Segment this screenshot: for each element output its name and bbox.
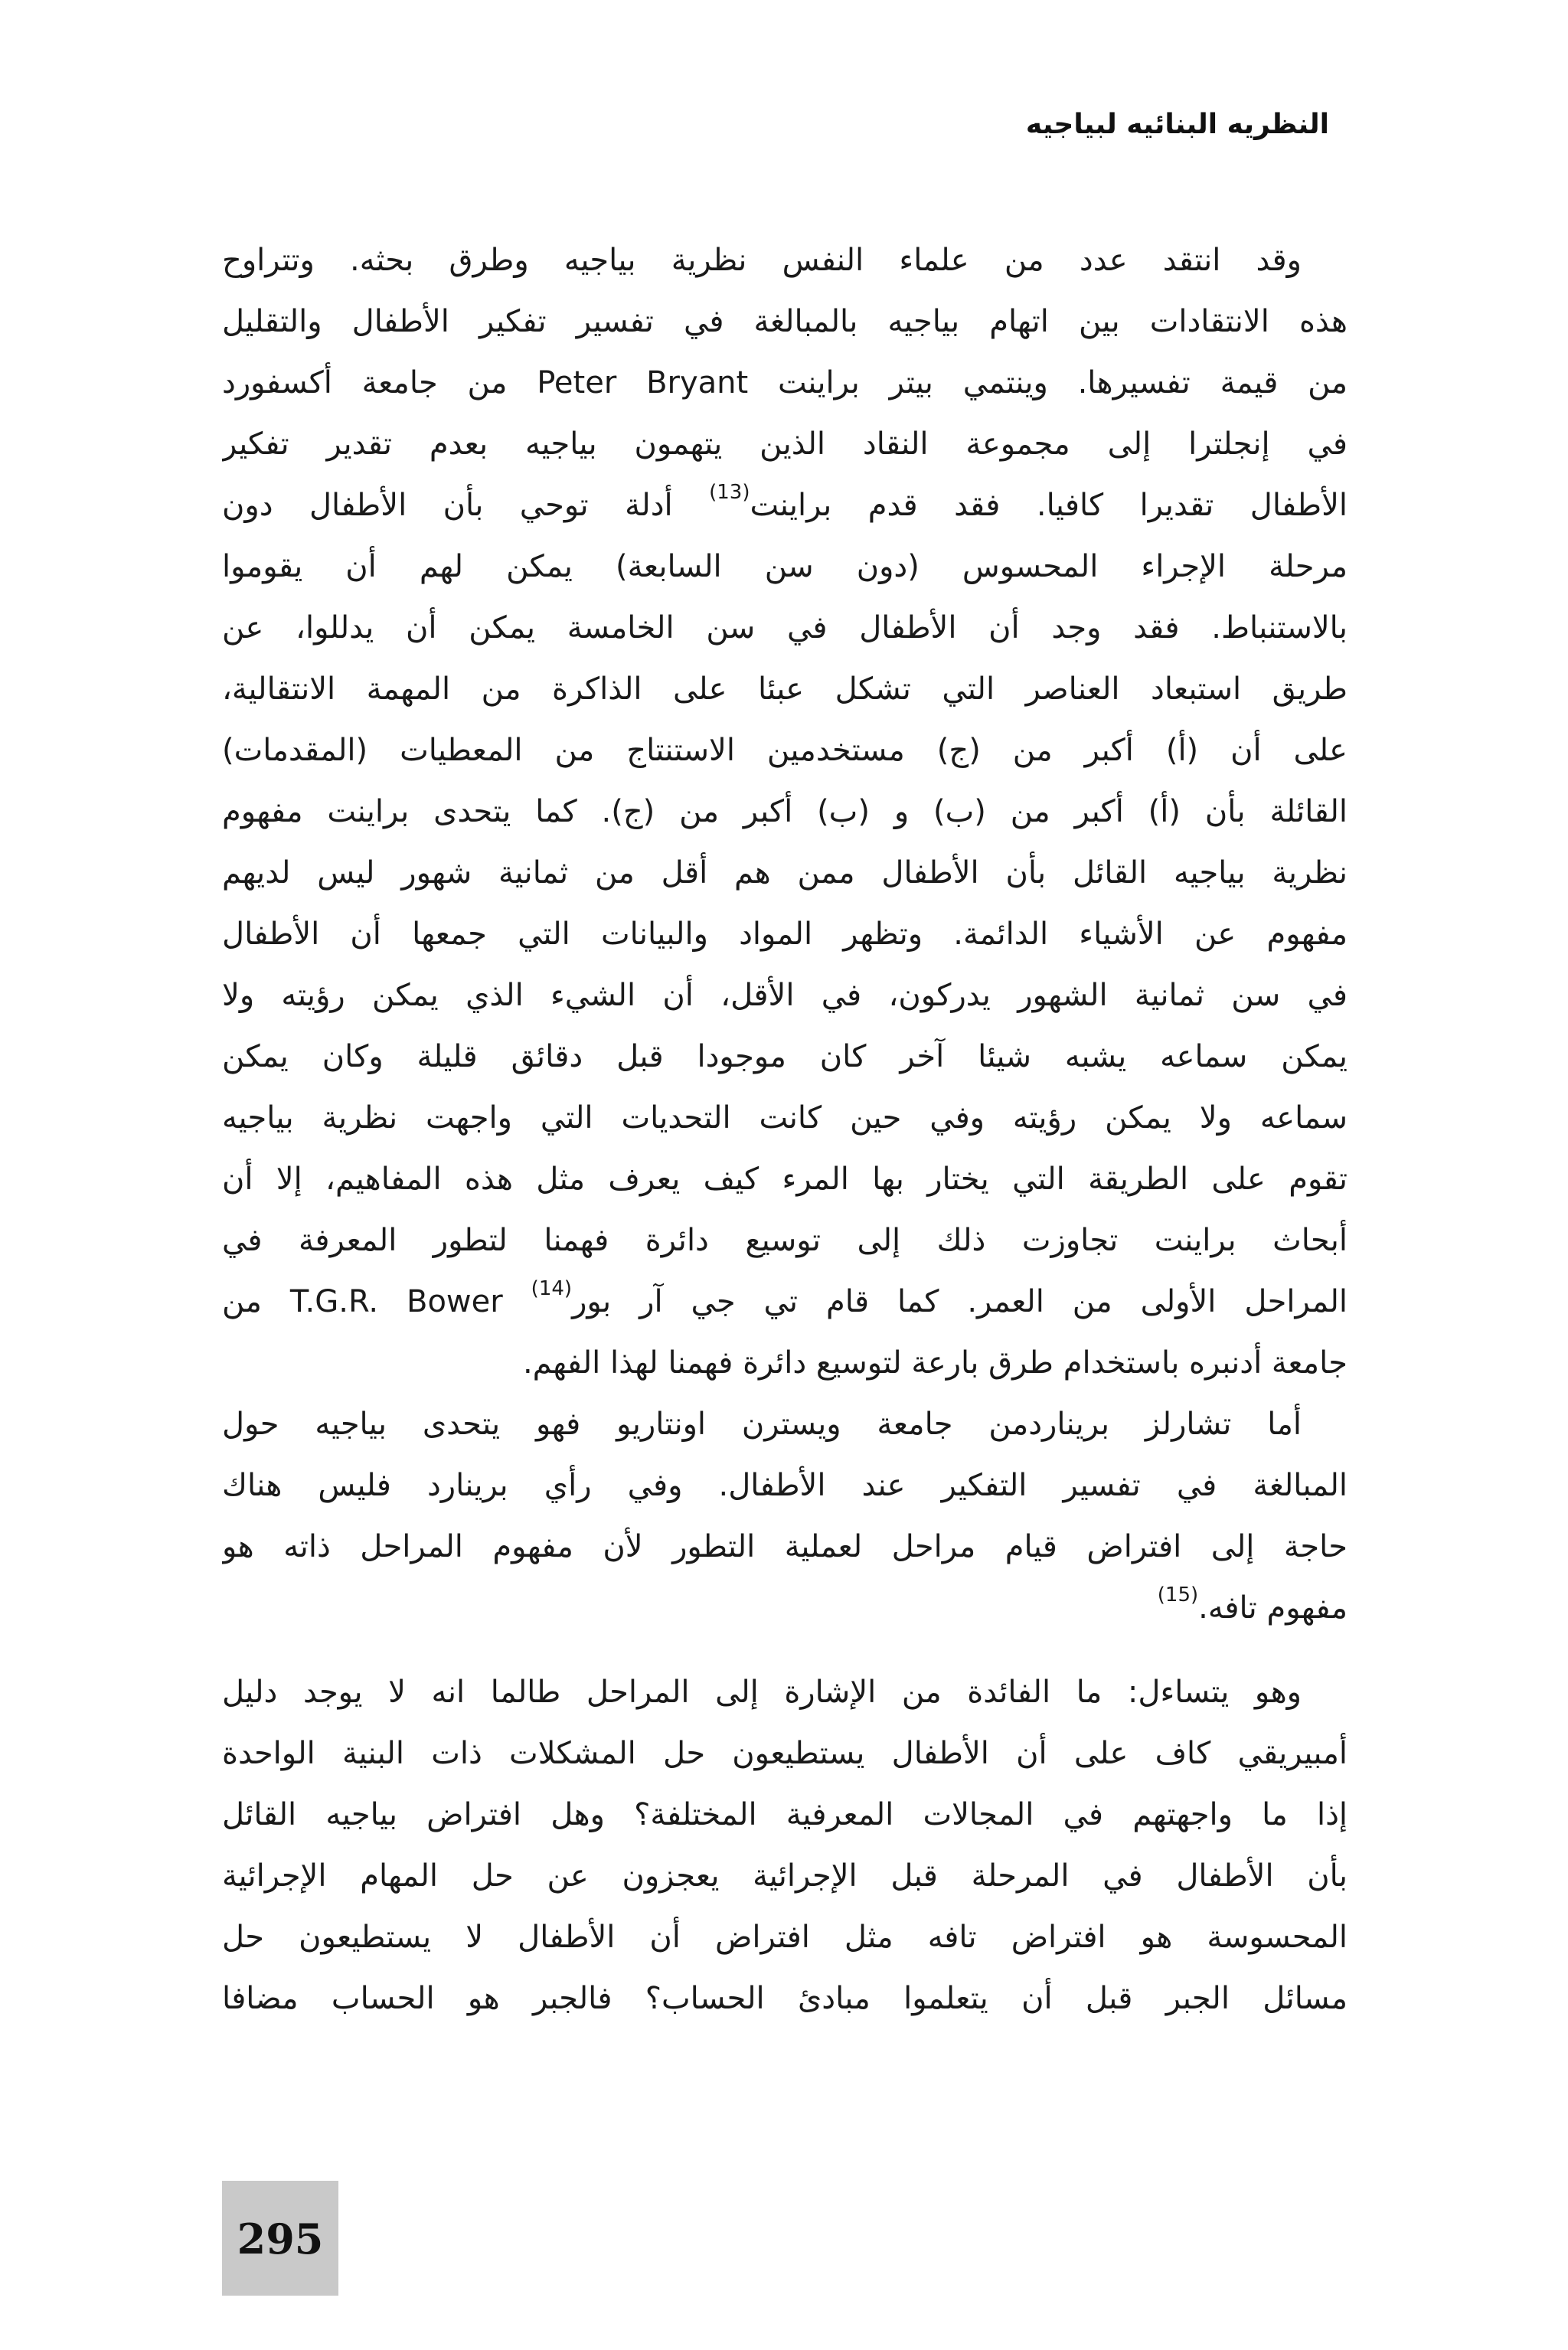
footnote-ref-15: (15) xyxy=(1157,1584,1199,1606)
text-line: تقوم على الطريقة التي يختار بها المرء كيف يعرف مثل هذه المفاهيم، إلا أن xyxy=(222,1162,1348,1197)
footnote-ref-13: (13) xyxy=(709,481,750,504)
text-line: يمكن سماعه يشبه شيئا آخر كان موجودا قبل دقائق قليلة وكان يمكن xyxy=(222,1039,1348,1074)
text-line: أما تشارلز بريناردمن جامعة ويسترن اونتاريو فهو يتحدى بياجيه حول xyxy=(222,1407,1302,1442)
text-line: نظرية بياجيه القائل بأن الأطفال ممن هم أقل من ثمانية شهور ليس لديهم xyxy=(222,855,1348,891)
running-head-title: النظريه البنائيه لبياجيه xyxy=(1025,109,1329,140)
text-line: حاجة إلى افتراض قيام مراحل لعملية التطور لأن مفهوم المراحل ذاته هو xyxy=(222,1529,1348,1564)
text-line xyxy=(222,475,1348,536)
text-line: في سن ثمانية الشهور يدركون، في الأقل، أن الشيء الذي يمكن رؤيته ولا xyxy=(222,978,1348,1013)
text-segment: الأطفال تقديرا كافيا. فقد قدم براينت xyxy=(750,488,1348,523)
footnote-ref-14: (14) xyxy=(531,1277,573,1300)
text-line: بالاستنباط. فقد وجد أن الأطفال في سن الخامسة يمكن أن يدللوا، عن xyxy=(222,610,1348,646)
text-line: في إنجلترا إلى مجموعة النقاد الذين يتهمون بياجيه بعدم تقدير تفكير xyxy=(222,427,1348,462)
text-line: على أن (أ) أكبر من (ج) مستخدمين الاستنتاج من المعطيات (المقدمات) xyxy=(222,733,1348,768)
text-line: وهو يتساءل: ما الفائدة من الإشارة إلى المراحل طالما انه لا يوجد دليل xyxy=(222,1675,1302,1710)
paragraph-1 xyxy=(222,230,1348,1394)
text-segment: مفهوم تافه. xyxy=(1198,1590,1348,1626)
text-line: طريق استبعاد العناصر التي تشكل عبئا على الذاكرة من المهمة الانتقالية، xyxy=(222,672,1348,707)
text-line: مرحلة الإجراء المحسوس (دون سن السابعة) يمكن لهم أن يقوموا xyxy=(222,549,1348,584)
text-line: أبحاث براينت تجاوزت ذلك إلى توسيع دائرة فهمنا لتطور المعرفة في xyxy=(222,1223,1348,1258)
text-line: مسائل الجبر قبل أن يتعلموا مبادئ الحساب؟ فالجبر هو الحساب مضافا xyxy=(222,1981,1348,2016)
text-line: هذه الانتقادات بين اتهام بياجيه بالمبالغة في تفسير تفكير الأطفال والتقليل xyxy=(222,304,1348,339)
text-line: من قيمة تفسيرها. وينتمي بيتر براينت Peter Bryant من جامعة أكسفورد xyxy=(222,365,1348,400)
body-text xyxy=(222,230,1348,2029)
page-number: 295 xyxy=(237,2214,324,2263)
text-segment: T.G.R. Bower من xyxy=(222,1284,503,1319)
text-segment: المراحل الأولى من العمر. كما قام تي جي آر بور xyxy=(572,1284,1348,1319)
text-line: مفهوم عن الأشياء الدائمة. وتظهر المواد والبيانات التي جمعها أن الأطفال xyxy=(222,917,1348,952)
text-line xyxy=(222,1271,1348,1332)
text-line: بأن الأطفال في المرحلة قبل الإجرائية يعجزون عن حل المهام الإجرائية xyxy=(222,1858,1348,1894)
text-line: أمبيريقي كاف على أن الأطفال يستطيعون حل المشكلات ذات البنية الواحدة xyxy=(222,1736,1348,1771)
text-line: المحسوسة هو افتراض تافه مثل افتراض أن الأطفال لا يستطيعون حل xyxy=(222,1920,1348,1955)
text-line xyxy=(222,1577,1348,1639)
text-line: إذا ما واجهتهم في المجالات المعرفية المختلفة؟ وهل افتراض بياجيه القائل xyxy=(222,1797,1348,1832)
paragraph-3 xyxy=(222,1662,1348,2029)
paragraph-2 xyxy=(222,1394,1348,1639)
text-line: وقد انتقد عدد من علماء النفس نظرية بياجيه وطرق بحثه. وتتراوح xyxy=(222,243,1302,278)
text-line: جامعة أدنبره باستخدام طرق بارعة لتوسيع دائرة فهمنا لهذا الفهم. xyxy=(522,1345,1348,1381)
text-line: المبالغة في تفسير التفكير عند الأطفال. وفي رأي برينارد فليس هناك xyxy=(222,1468,1348,1503)
text-segment: أدلة توحي بأن الأطفال دون xyxy=(222,488,673,523)
text-line: القائلة بأن (أ) أكبر من (ب) و (ب) أكبر من (ج). كما يتحدى براينت مفهوم xyxy=(222,794,1348,829)
text-line: سماعه ولا يمكن رؤيته وفي حين كانت التحديات التي واجهت نظرية بياجيه xyxy=(222,1100,1348,1136)
page-number-box xyxy=(222,2181,338,2296)
